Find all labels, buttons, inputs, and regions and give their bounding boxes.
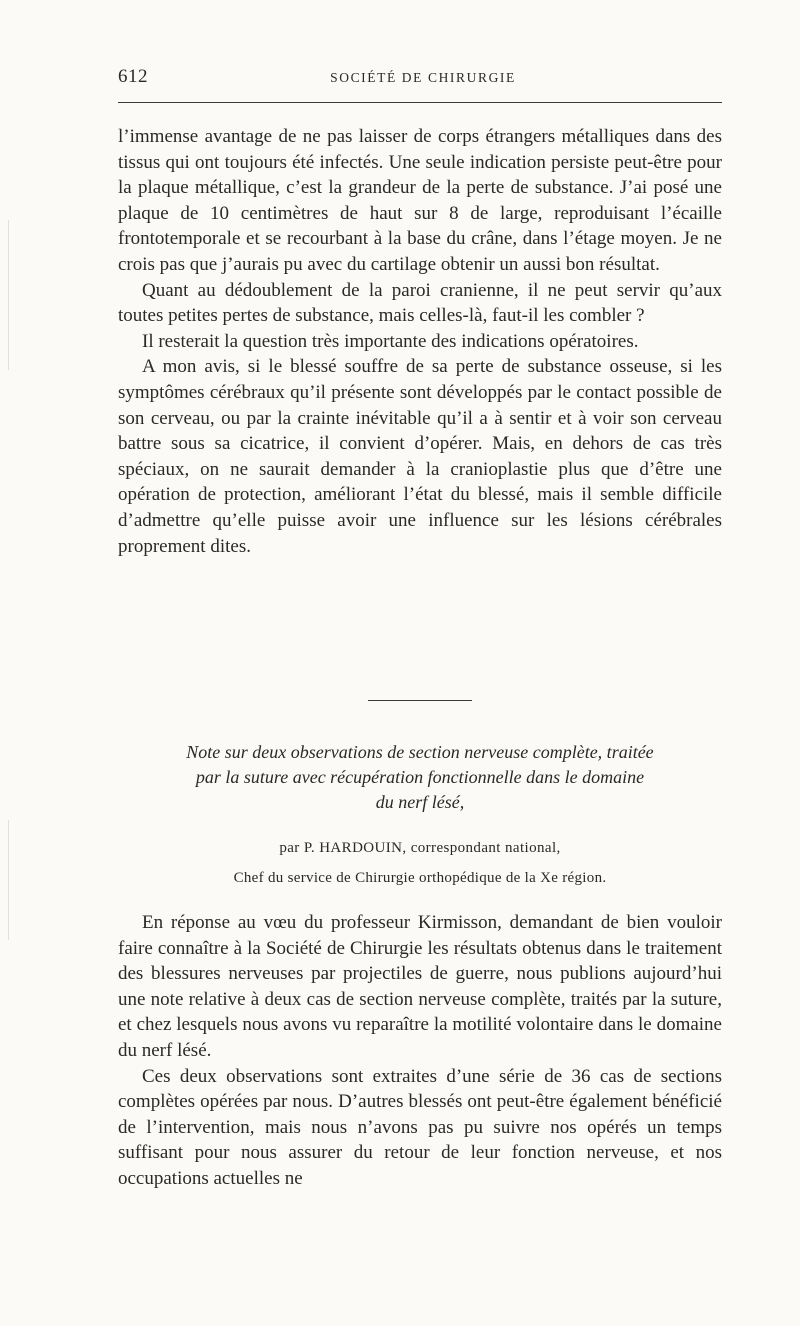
section-divider	[368, 700, 472, 701]
paragraph: Ces deux observations sont extraites d’une série de 36 cas de sections complètes opérées par nous. D’autres blessés ont peut-être également bénéficié de l’intervention, mais nous n’avons pas pu suivre nos opérés un temps suffisant pour nous assurer du retour de leur fonction nerveuse, et nos occupations actuelles ne	[118, 1065, 722, 1189]
note-title-line: Note sur deux observations de section nerveuse complète, traitée	[186, 742, 654, 762]
paragraph: l’immense avantage de ne pas laisser de corps étrangers métalliques dans des tissus qui ont toujours été infectés. Une seule indication persiste peut-être pour la plaque métallique, c’est la grandeur de la perte de substance. J’ai posé une plaque de 10 centimètres de haut sur 8 de large, reproduisant l’écaille frontotemporale et se recourbant à la base du crâne, dans l’étage moyen. Je ne crois pas que j’aurais pu avec du cartilage obtenir un aussi bon résultat.	[118, 126, 722, 275]
note-body-text	[118, 910, 722, 1192]
paragraph: En réponse au vœu du professeur Kirmisson, demandant de bien vouloir faire connaître à la Société de Chirurgie les résultats obtenus dans le traitement des blessures nerveuses par projectiles de guerre, nous publions aujourd’hui une note relative à deux cas de section nerveuse complète, traités par la suture, et chez lesquels nous avons vu reparaître la motilité volontaire dans le domaine du nerf lésé.	[118, 912, 722, 1061]
paragraph: Il resterait la question très importante des indications opératoires.	[142, 330, 639, 352]
author-line: par P. HARDOUIN, correspondant national,	[279, 840, 561, 856]
running-header	[118, 62, 722, 103]
body-text	[118, 124, 722, 559]
scan-edge-mark	[8, 220, 9, 370]
note-title-line: du nerf lésé,	[375, 792, 465, 812]
page-number: 612	[118, 66, 148, 87]
service-line: Chef du service de Chirurgie orthopédique de la Xe région.	[233, 870, 607, 886]
note-title-line: par la suture avec récupération fonctionnelle dans le domaine	[195, 767, 645, 787]
scan-edge-mark	[8, 820, 9, 940]
paragraph: A mon avis, si le blessé souffre de sa perte de substance osseuse, si les symptômes cérébraux qu’il présente sont développés par le contact possible de son cerveau, ou par la crainte inévitable qu’il a à sentir et à voir son cerveau battre sous sa cicatrice, il convient d’opérer. Mais, en dehors de cas très spéciaux, on ne saurait demander à la cranioplastie plus que d’être une opération de protection, améliorant l’état du blessé, mais il semble difficile d’admettre qu’elle puisse avoir une influence sur les lésions cérébrales proprement dites.	[118, 356, 722, 557]
journal-title: SOCIÉTÉ DE CHIRURGIE	[330, 70, 516, 85]
paragraph: Quant au dédoublement de la paroi cranienne, il ne peut servir qu’aux toutes petites pertes de substance, mais celles-là, faut-il les combler ?	[118, 279, 722, 327]
note-title	[118, 740, 722, 815]
